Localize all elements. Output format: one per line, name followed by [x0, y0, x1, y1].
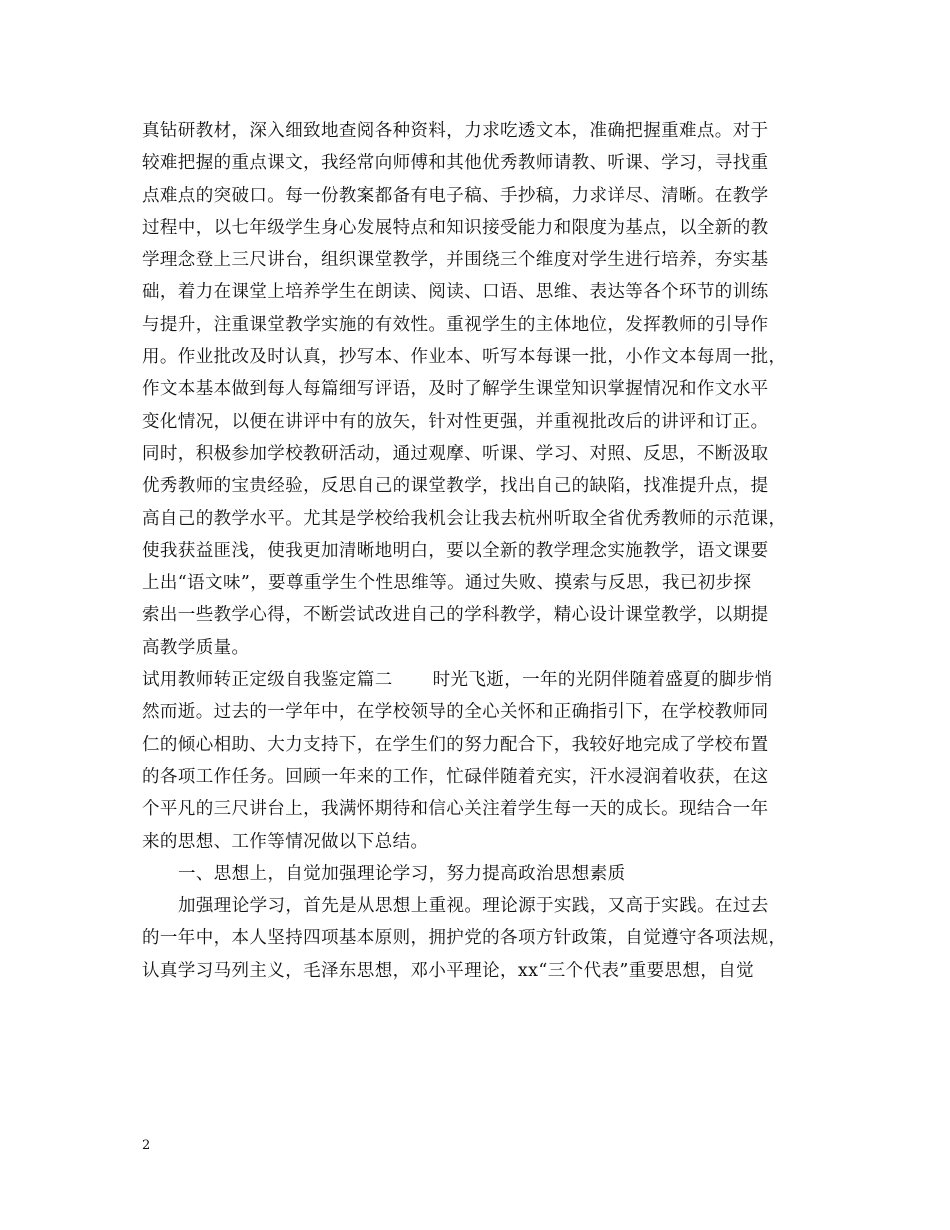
text-line: 使我获益匪浅，使我更加清晰地明白，要以全新的教学理念实施教学，语文课要: [142, 540, 769, 561]
text-line: 加强理论学习，首先是从思想上重视。理论源于实践，又高于实践。在过去: [178, 896, 769, 917]
text-line: 的各项工作任务。回顾一年来的工作，忙碌伴随着充实，汗水浸润着收获，在这: [142, 766, 769, 787]
text-line: 来的思想、工作等情况做以下总结。: [142, 831, 429, 852]
text-line: 仁的倾心相助、大力支持下，在学生们的努力配合下，我较好地完成了学校布置: [142, 734, 769, 755]
section-title-line: [142, 664, 832, 696]
text-line: 个平凡的三尺讲台上，我满怀期待和信心关注着学生每一天的成长。现结合一年: [142, 799, 769, 820]
text-line: 与提升，注重课堂教学实施的有效性。重视学生的主体地位，发挥教师的引导作: [142, 314, 769, 335]
body-text: [142, 115, 832, 987]
text-line: 高自己的教学水平。尤其是学校给我机会让我去杭州听取全省优秀教师的示范课，: [142, 508, 787, 529]
text-line: 优秀教师的宝贵经验，反思自己的课堂教学，找出自己的缺陷，找准提升点，提: [142, 476, 769, 497]
text-line: 作文本基本做到每人每篇细写评语，及时了解学生课堂知识掌握情况和作文水平: [142, 379, 769, 400]
text-line: 然而逝。过去的一学年中，在学校领导的全心关怀和正确指引下，在学校教师同: [142, 702, 769, 723]
heading-1: 一、思想上，自觉加强理论学习，努力提高政治思想素质: [178, 863, 626, 884]
text-line: 学理念登上三尺讲台，组织课堂教学，并围绕三个维度对学生进行培养，夯实基: [142, 250, 769, 271]
text-line: 用。作业批改及时认真，抄写本、作业本、听写本每课一批，小作文本每周一批，: [142, 347, 787, 368]
text-line: 过程中，以七年级学生身心发展特点和知识接受能力和限度为基点，以全新的教: [142, 217, 769, 238]
text-line: 变化情况，以便在讲评中有的放矢，针对性更强，并重视批改后的讲评和订正。: [142, 411, 769, 432]
text-line: 较难把握的重点课文，我经常向师傅和其他优秀教师请教、听课、学习，寻找重: [142, 153, 769, 174]
text-line: 真钻研教材，深入细致地查阅各种资料，力求吃透文本，准确把握重难点。对于: [142, 121, 769, 141]
text-line: 点难点的突破口。每一份教案都备有电子稿、手抄稿，力求详尽、清晰。在教学: [142, 185, 769, 206]
text-line: 的一年中，本人坚持四项基本原则，拥护党的各项方针政策，自觉遵守各项法规，: [142, 928, 787, 949]
section-title: 试用教师转正定级自我鉴定篇二: [142, 670, 393, 691]
text-line: 认真学习马列主义，毛泽东思想，邓小平理论，xx“三个代表”重要思想，自觉: [142, 960, 755, 981]
text-line: 础，着力在课堂上培养学生在朗读、阅读、口语、思维、表达等各个环节的训练: [142, 282, 769, 303]
text-line: 索出一些教学心得，不断尝试改进自己的学科教学，精心设计课堂教学，以期提: [142, 605, 769, 626]
text-line: 高教学质量。: [142, 637, 250, 658]
text-line: 同时，积极参加学校教研活动，通过观摩、听课、学习、对照、反思，不断汲取: [142, 443, 769, 464]
text-line: 上出“语文味”，要尊重学生个性思维等。通过失败、摸索与反思，我已初步探: [142, 573, 752, 594]
page-number: 2: [142, 1138, 151, 1153]
section-intro-text: 时光飞逝，一年的光阴伴随着盛夏的脚步悄: [432, 670, 773, 691]
